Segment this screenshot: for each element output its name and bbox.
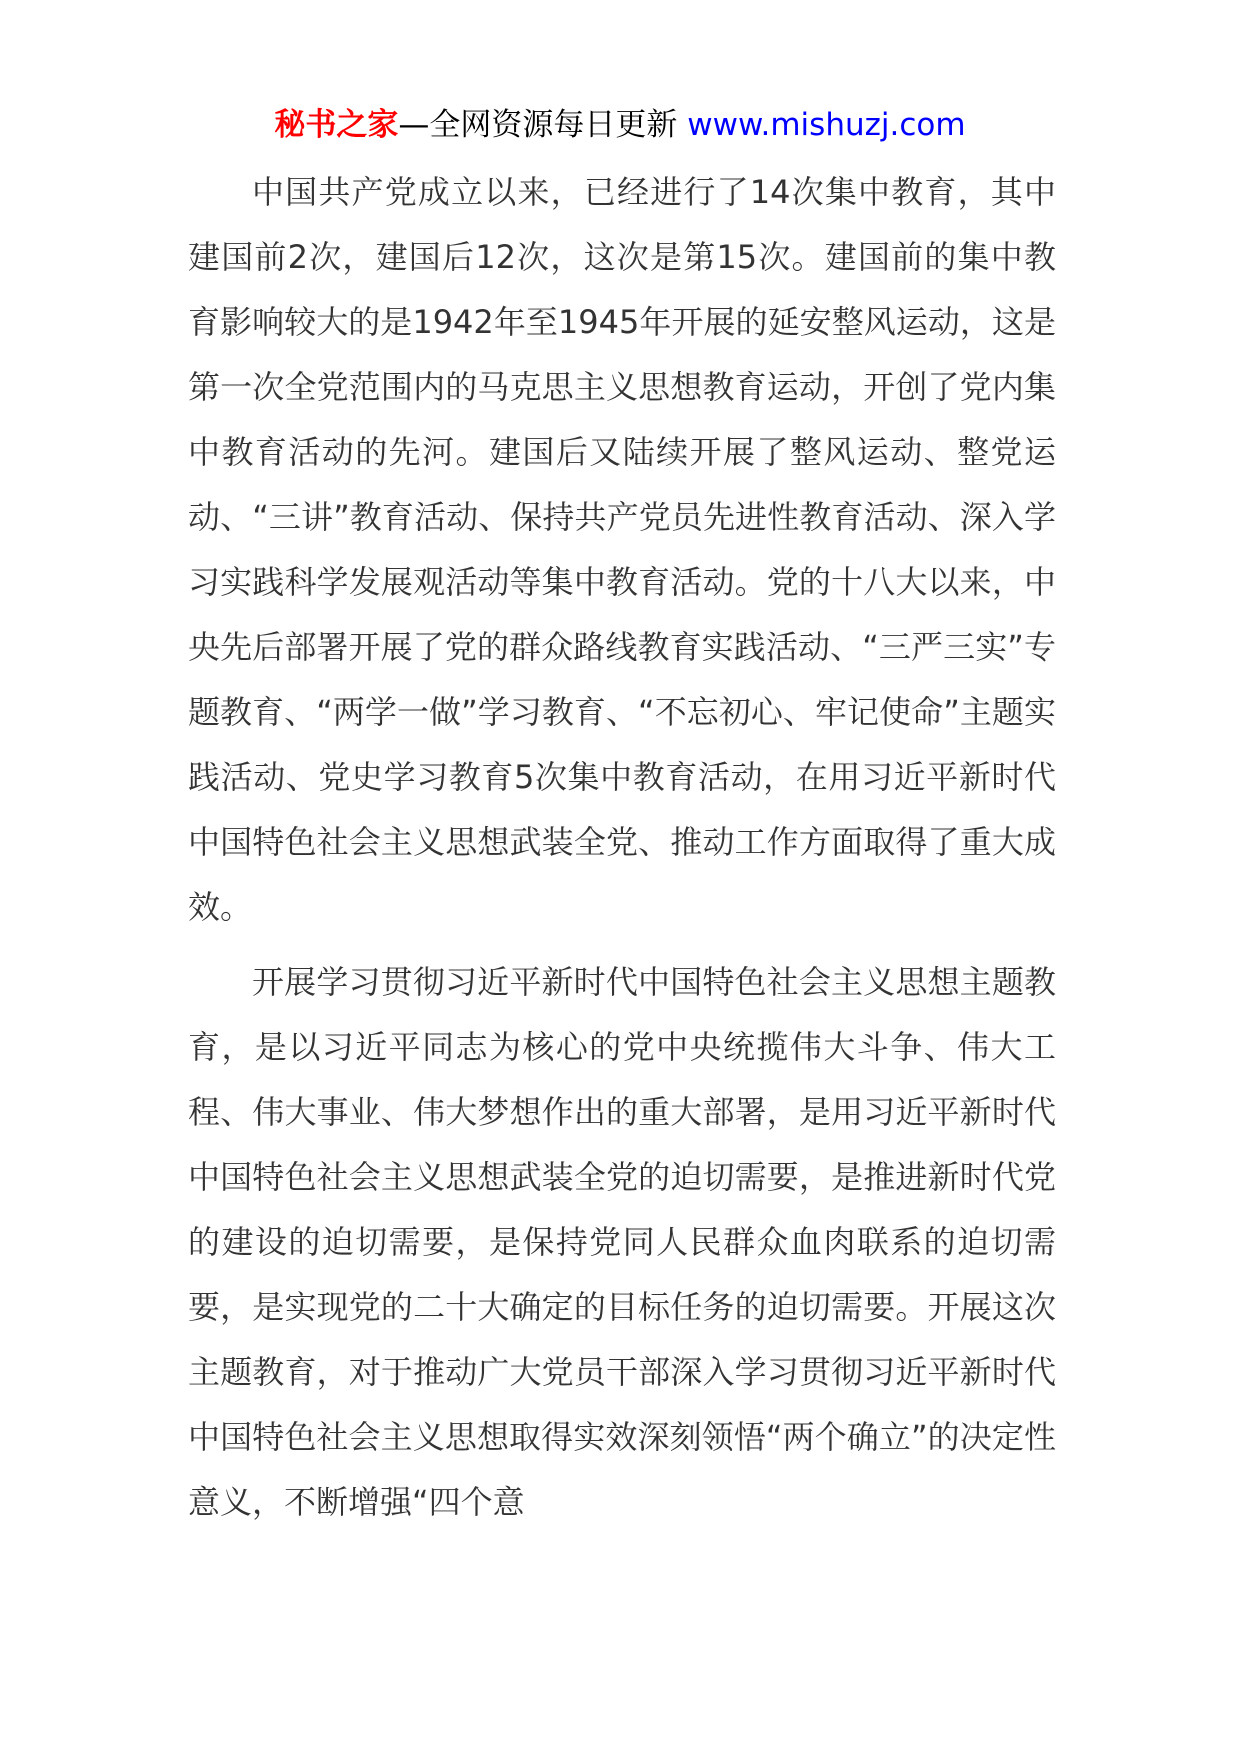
website-link[interactable]: www.mishuzj.com bbox=[687, 107, 966, 143]
paragraph-2: 开展学习贯彻习近平新时代中国特色社会主义思想主题教育，是以习近平同志为核心的党中央统揽伟大斗争、伟大工程、伟大事业、伟大梦想作出的重大部署，是用习近平新时代中国特色社会主义思想武装全党的迫切需要，是推进新时代党的建设的迫切需要，是保持党同人民群众血肉联系的迫切需要，是实现党的二十大确定的目标任务的迫切需要。开展这次主题教育，对于推动广大党员干部深入学习贯彻习近平新时代中国特色社会主义思想取得实效深刻领悟“两个确立”的决定性意义，不断增强“四个意 bbox=[188, 963, 1056, 1521]
document-header bbox=[0, 100, 1240, 150]
paragraph-1: 中国共产党成立以来，已经进行了14次集中教育，其中建国前2次，建国后12次，这次是第15次。建国前的集中教育影响较大的是1942年至1945年开展的延安整风运动，这是第一次全党范围内的马克思主义思想教育运动，开创了党内集中教育活动的先河。建国后又陆续开展了整风运动、整党运动、“三讲”教育活动、保持共产党员先进性教育活动、深入学习实践科学发展观活动等集中教育活动。党的十八大以来，中央先后部署开展了党的群众路线教育实践活动、“三严三实”专题教育、“两学一做”学习教育、“不忘初心、牢记使命”主题实践活动、党史学习教育5次集中教育活动，在用习近平新时代中国特色社会主义思想武装全党、推动工作方面取得了重大成效。 bbox=[188, 173, 1056, 926]
header-tagline: —全网资源每日更新 bbox=[398, 107, 688, 143]
brand-name: 秘书之家 bbox=[274, 107, 399, 143]
document-body bbox=[188, 160, 1056, 1535]
